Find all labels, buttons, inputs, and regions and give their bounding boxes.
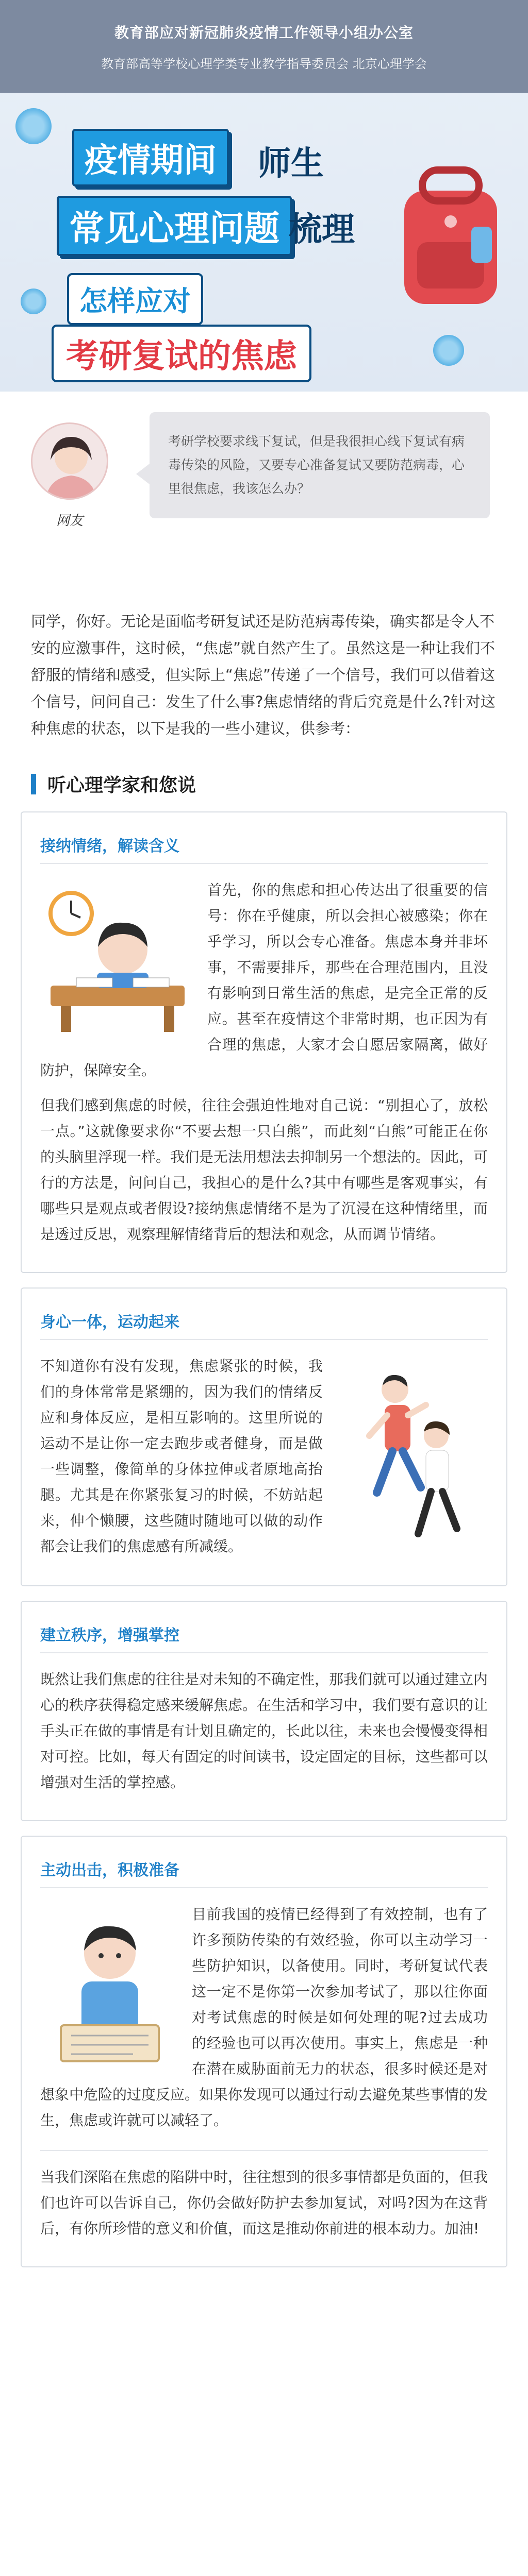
card-paragraph: 首先，你的焦虑和担心传达出了很重要的信号：你在乎健康，所以会担心被感染；你在乎学习，所以会专心准备。焦虑本身并非坏事，不需要排斥，那些在合理范围内，且没有影响到日常生活的焦虑，是完全正常的反应。甚至在疫情这个非常时期，也正因为有合理的焦虑，大家才会自愿居家隔离，做好防护，保障安全。 bbox=[40, 882, 488, 1079]
subtitle-2: 考研复试的焦虑 bbox=[52, 325, 311, 382]
divider bbox=[40, 2150, 488, 2151]
card-heading: 接纳情绪，解读含义 bbox=[40, 837, 179, 855]
org-line-1: 教育部应对新冠肺炎疫情工作领导小组办公室 bbox=[114, 24, 414, 41]
asker-block bbox=[31, 422, 108, 529]
org-line-2: 教育部高等学校心理学类专业教学指导委员会 北京心理学会 bbox=[101, 57, 427, 71]
advice-card-4 bbox=[21, 1836, 507, 2267]
question-dialog bbox=[0, 392, 528, 608]
card-heading: 建立秩序，增强掌控 bbox=[40, 1626, 179, 1645]
subtitle-1: 怎样应对 bbox=[67, 273, 203, 325]
org-strip bbox=[0, 0, 528, 93]
exam-student-illustration bbox=[40, 1907, 179, 2077]
banner-header bbox=[0, 0, 528, 392]
divider bbox=[40, 1339, 488, 1340]
backpack-illustration bbox=[394, 165, 507, 309]
card-heading: 主动出击，积极准备 bbox=[40, 1861, 179, 1879]
card-paragraph: 不知道你有没有发现，焦虑紧张的时候，我们的身体常常是紧绷的，因为我们的情绪反应和身体反应，是相互影响的。这里所说的运动不是让你一定去跑步或者健身，而是做一些调整，像简单的身体拉伸或者原地高抬腿。尤其是在你紧张复习的时候，不妨站起来，伸个懒腰，这些随时随地可以做的动作都会让我们的焦虑感有所减缓。 bbox=[40, 1358, 323, 1555]
card-paragraph: 目前我国的疫情已经得到了有效控制，也有了许多预防传染的有效经验，你可以主动学习一些防护知识，以备使用。同时，考研复试代表这一定不是你第一次参加考试了，那以往你面对考试焦虑的时候是如何处理的呢?过去成功的经验也可以再次使用。事实上，焦虑是一种在潜在威胁面前无力的状态，很多时候还是对想象中危险的过度反应。如果你发现可以通过行动去避免某些事情的发生，焦虑或许就可以减轻了。 bbox=[40, 1906, 488, 2129]
card-paragraph: 当我们深陷在焦虑的陷阱中时，往往想到的很多事情都是负面的，但我们也许可以告诉自己，你仍会做好防护去参加复试，对吗?因为在这背后，有你所珍惜的意义和价值，而这是推动你前进的根本动力。加油! bbox=[40, 2168, 488, 2237]
avatar bbox=[31, 422, 108, 500]
virus-icon bbox=[433, 335, 464, 366]
section-title-bar bbox=[31, 774, 36, 794]
title-box-2: 常见心理问题 bbox=[57, 196, 292, 256]
running-people-illustration bbox=[333, 1359, 488, 1565]
virus-icon bbox=[21, 289, 46, 314]
divider bbox=[40, 863, 488, 864]
section-title bbox=[31, 771, 497, 797]
title-box-1: 疫情期间 bbox=[72, 129, 229, 187]
section-title-text: 听心理学家和您说 bbox=[47, 775, 196, 796]
intro-paragraph: 同学，你好。无论是面临考研复试还是防范病毒传染，确实都是令人不安的应激事件，这时候，“焦虑”就自然产生了。虽然这是一种让我们不舒服的情绪和感受，但实际上“焦虑”传递了一个信号，我们可以借着这个信号，问问自己：发生了什么事?焦虑情绪的背后究竟是什么?针对这种焦虑的状态，以下是我的一些小建议，供参考： bbox=[31, 613, 496, 737]
studying-student-illustration bbox=[40, 883, 195, 1037]
divider bbox=[40, 1652, 488, 1653]
card-heading: 身心一体，运动起来 bbox=[40, 1313, 179, 1331]
title-text-2: 梳理 bbox=[289, 211, 355, 249]
advice-card-2 bbox=[21, 1287, 507, 1586]
divider bbox=[40, 1887, 488, 1888]
card-paragraph: 但我们感到焦虑的时候，往往会强迫性地对自己说：“别担心了，放松一点。”这就像要求你“不要去想一只白熊”，而此刻“白熊”可能正在你的头脑里浮现一样。我们是无法用想法去抑制另一个想法的。因此，可行的方法是，问问自己，我担心的是什么?其中有哪些是客观事实，有哪些只是观点或者假设?接纳焦虑情绪不是为了沉浸在这种情绪里，而是透过反思，观察理解情绪背后的想法和观念，从而调节情绪。 bbox=[40, 1097, 488, 1243]
advice-card-3 bbox=[21, 1601, 507, 1821]
title-text-1: 师生 bbox=[258, 145, 324, 183]
title-zone bbox=[0, 93, 528, 392]
card-paragraph: 既然让我们焦虑的往往是对未知的不确定性，那我们就可以通过建立内心的秩序获得稳定感来缓解焦虑。在生活和学习中，我们要有意识的让手头正在做的事情是有计划且确定的，长此以往，未来也会慢慢变得相对可控。比如，每天有固定的时间读书，设定固定的目标，这些都可以增强对生活的掌控感。 bbox=[40, 1671, 488, 1791]
advice-card-1 bbox=[21, 811, 507, 1273]
user-avatar-icon bbox=[32, 424, 108, 500]
question-bubble: 考研学校要求线下复试，但是我很担心线下复试有病毒传染的风险，又要专心准备复试又要防范病毒，心里很焦虑，我该怎么办？ bbox=[150, 412, 490, 518]
virus-icon bbox=[15, 108, 52, 144]
asker-name: 网友 bbox=[56, 513, 83, 529]
